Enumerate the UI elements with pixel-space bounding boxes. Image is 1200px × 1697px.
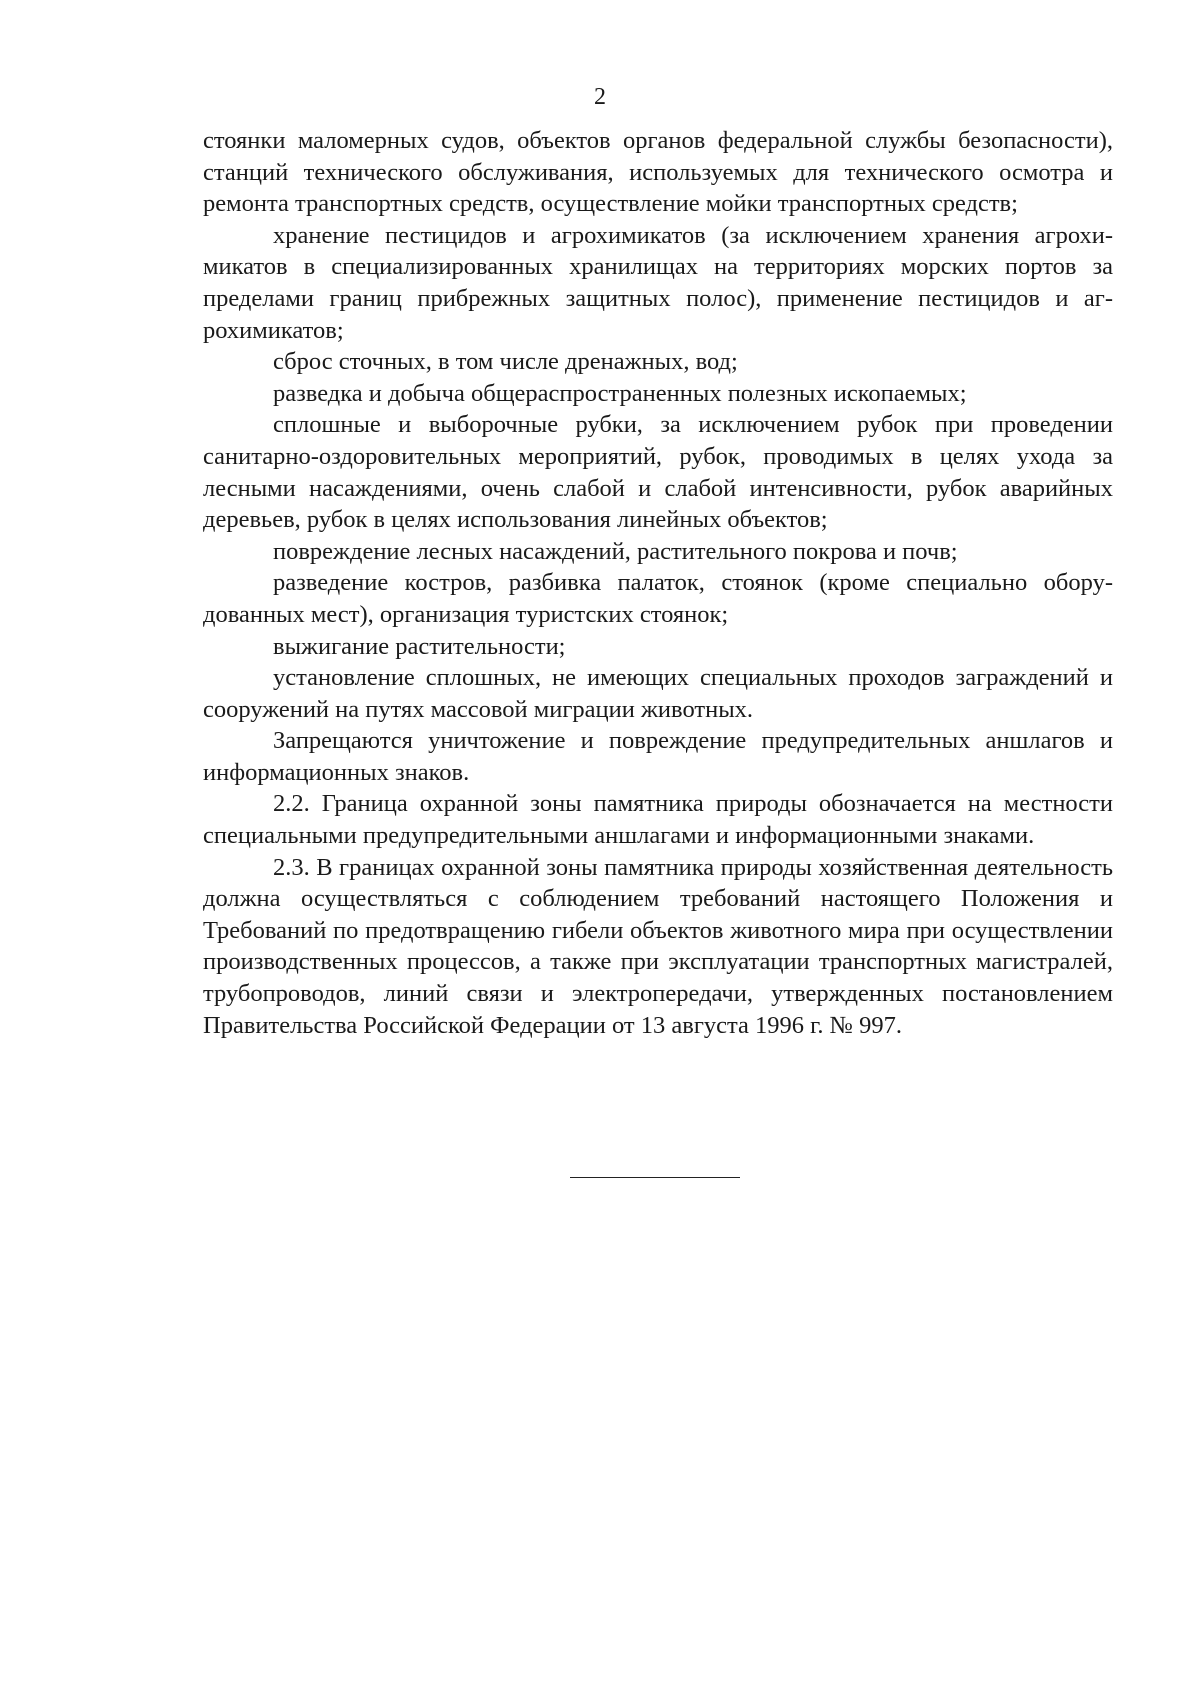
paragraph-mining: разведка и добыча общераспространенных полезных ископаемых;	[273, 379, 967, 407]
paragraph-vegetation-damage: повреждение лесных насаждений, растительного покрова и почв;	[273, 537, 958, 565]
paragraph-section-2-2: 2.2. Граница охранной зоны памятника природы обозначается на местности специальными предупредительными аншлагами и информационными знаками.	[203, 790, 1113, 850]
paragraph-section-2-3: 2.3. В границах охранной зоны памятника природы хозяйственная деятельность должна осуществляться с соблюдением требований настоящего Положения и Требований по предотвращению гибели объектов животного мира при осуществлении производственных процессов, а также при эксплуатации транспортных магистралей, трубопроводов, линий связи и электропередачи, утвержденных постановлением Правительства Российской Федерации от 13 августа 1996 г. № 997.	[203, 853, 1113, 1039]
paragraph-pesticides: хранение пестицидов и агрохимикатов (за исключением хранения агрохимикатов в специализированных хранилищах на территориях морских портов за пределами границ прибрежных защитных полос), применение пестицидов и агрохимикатов;	[203, 221, 1113, 344]
paragraph-wastewater: сброс сточных, в том числе дренажных, вод;	[273, 348, 738, 376]
end-of-document-rule	[570, 1177, 740, 1178]
paragraph-barriers: установление сплошных, не имеющих специальных проходов заграждений и сооружений на путях массовой миграции животных.	[203, 664, 1113, 723]
document-body	[203, 125, 1113, 1041]
paragraph-logging: сплошные и выборочные рубки, за исключением рубок при проведении санитарно-оздоровительных мероприятий, рубок, проводимых в целях ухода за лесными насаждениями, очень слабой и слабой интенсивности, рубок аварийных деревьев, рубок в целях использования линейных объектов;	[203, 411, 1113, 534]
paragraph-burning: выжигание растительности;	[273, 632, 566, 660]
page-number: 2	[594, 84, 606, 110]
paragraph-continuation: стоянки маломерных судов, объектов органов федеральной службы безопасности), станций технического обслуживания, используемых для технического осмотра и ремонта транспортных средств, осуществление мойки транспортных средств;	[203, 127, 1113, 218]
paragraph-campfires: разведение костров, разбивка палаток, стоянок (кроме специально оборудованных мест), организация туристских стоянок;	[203, 569, 1113, 628]
paragraph-signs-prohibition: Запрещаются уничтожение и повреждение предупредительных аншлагов и информационных знаков.	[203, 727, 1113, 786]
